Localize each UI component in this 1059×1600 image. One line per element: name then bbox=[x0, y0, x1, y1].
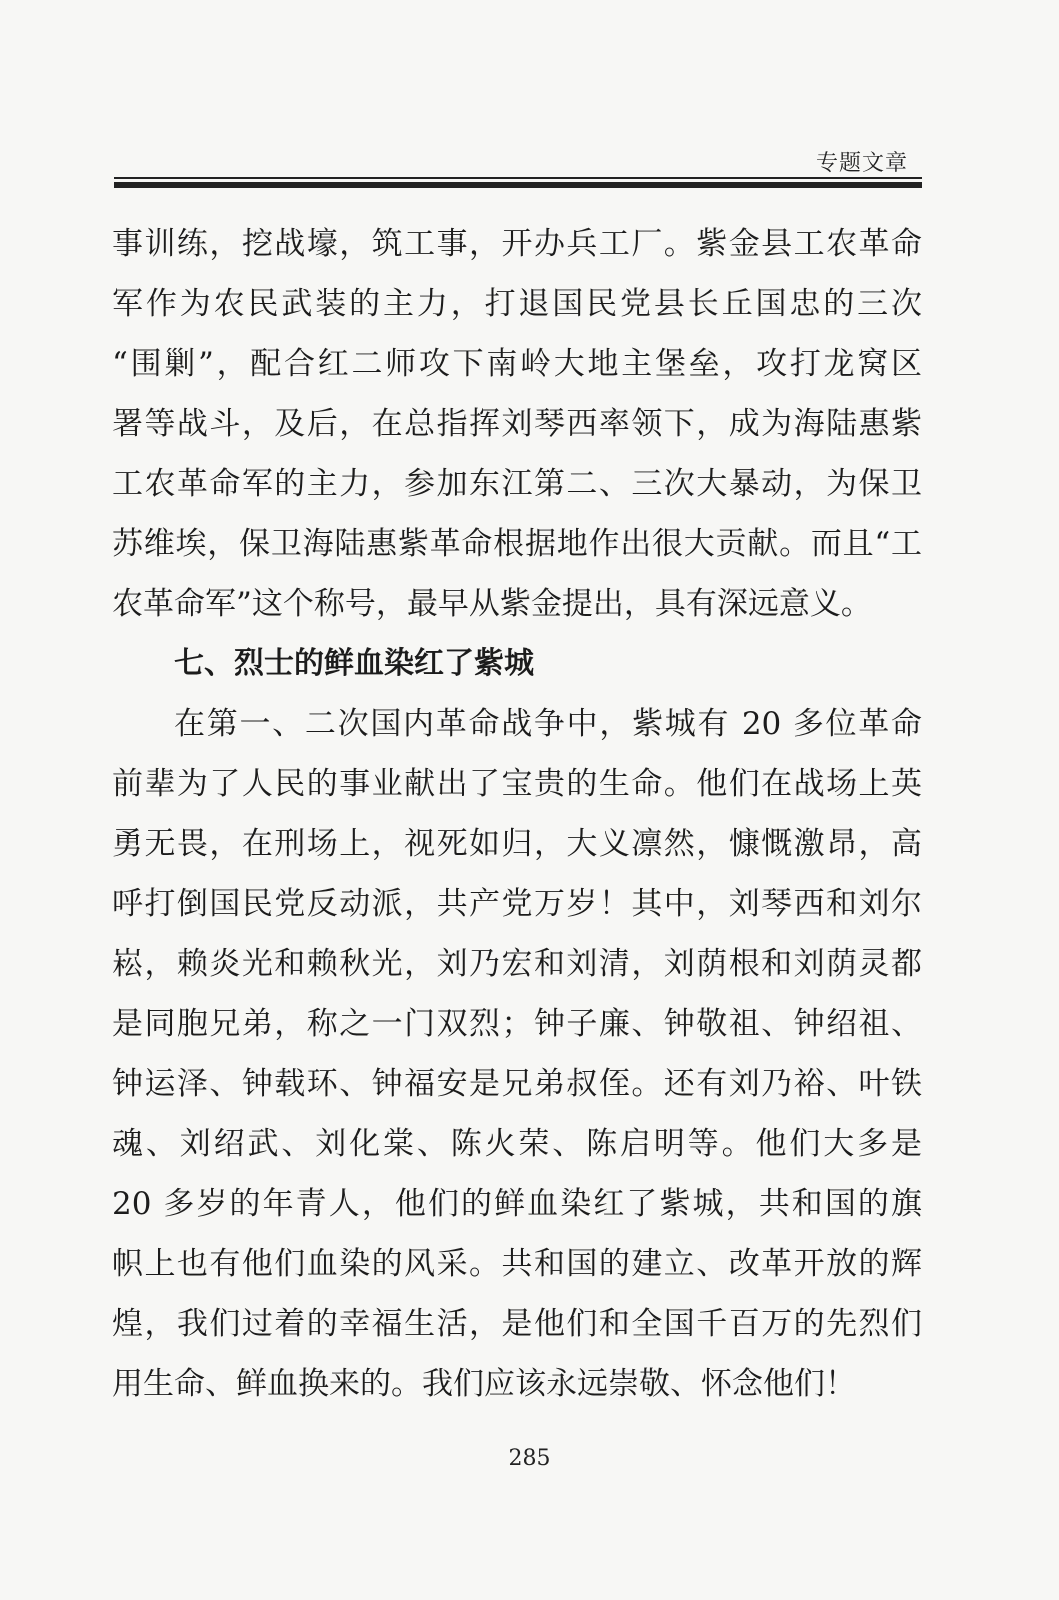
text-line: 署等战斗，及后，在总指挥刘琴西率领下，成为海陆惠紫 bbox=[112, 406, 922, 442]
header-rule-thin bbox=[114, 177, 922, 179]
text-line: 钟运泽、钟载环、钟福安是兄弟叔侄。还有刘乃裕、叶铁 bbox=[112, 1066, 922, 1102]
text-line: 帜上也有他们血染的风采。共和国的建立、改革开放的辉 bbox=[112, 1246, 922, 1282]
text-line: “围剿”，配合红二师攻下南岭大地主堡垒，攻打龙窝区 bbox=[112, 346, 922, 382]
running-head: 专题文章 bbox=[815, 151, 908, 176]
text-line: 用生命、鲜血换来的。我们应该永远崇敬、怀念他们！ bbox=[112, 1366, 856, 1402]
text-line: 事训练，挖战壕，筑工事，开办兵工厂。紫金县工农革命 bbox=[112, 226, 922, 262]
text-line: 呼打倒国民党反动派，共产党万岁！其中，刘琴西和刘尔 bbox=[112, 886, 922, 922]
text-line: 军作为农民武装的主力，打退国民党县长丘国忠的三次 bbox=[112, 286, 922, 322]
text-line: 崧，赖炎光和赖秋光，刘乃宏和刘清，刘荫根和刘荫灵都 bbox=[112, 946, 922, 982]
text-line: 20 多岁的年青人，他们的鲜血染红了紫城，共和国的旗 bbox=[112, 1186, 922, 1222]
paragraph-martyrs bbox=[112, 694, 922, 1414]
section-heading: 七、烈士的鲜血染红了紫城 bbox=[174, 646, 534, 681]
body-text bbox=[112, 214, 922, 1414]
text-line: 前辈为了人民的事业献出了宝贵的生命。他们在战场上英 bbox=[112, 766, 922, 802]
text-line: 煌，我们过着的幸福生活，是他们和全国千百万的先烈们 bbox=[112, 1306, 922, 1342]
text-line: 是同胞兄弟，称之一门双烈；钟子廉、钟敬祖、钟绍祖、 bbox=[112, 1006, 922, 1042]
text-line: 勇无畏，在刑场上，视死如归，大义凛然，慷慨激昂，高 bbox=[112, 826, 922, 862]
text-line: 魂、刘绍武、刘化棠、陈火荣、陈启明等。他们大多是 bbox=[112, 1126, 922, 1162]
paragraph-continued bbox=[112, 214, 922, 634]
page-number: 285 bbox=[508, 1446, 551, 1471]
text-line: 苏维埃，保卫海陆惠紫革命根据地作出很大贡献。而且“工 bbox=[112, 526, 922, 562]
text-line: 在第一、二次国内革命战争中，紫城有 20 多位革命 bbox=[174, 706, 922, 742]
text-line: 工农革命军的主力，参加东江第二、三次大暴动，为保卫 bbox=[112, 466, 922, 502]
header-rule-thick bbox=[114, 182, 922, 188]
text-line: 农革命军”这个称号，最早从紫金提出，具有深远意义。 bbox=[112, 586, 872, 622]
